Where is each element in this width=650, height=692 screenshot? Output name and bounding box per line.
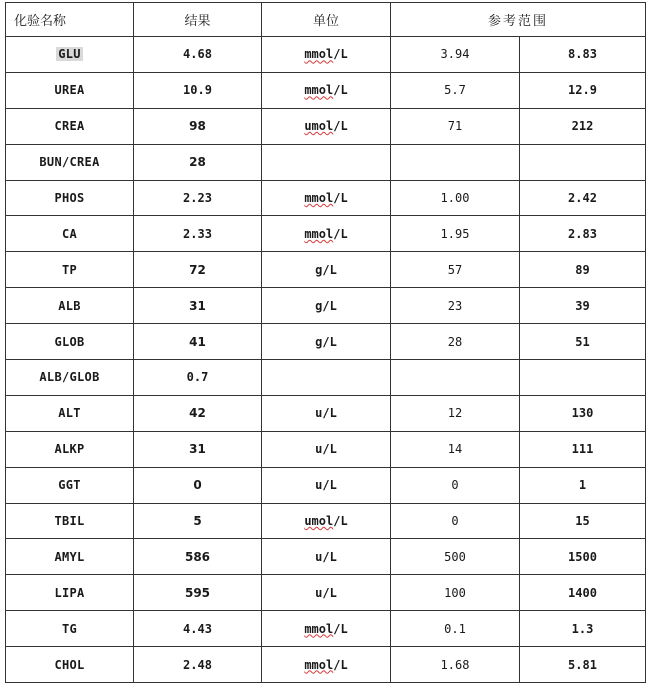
reference-low-cell: 12 [391,395,520,431]
reference-high-cell: 1.3 [520,611,646,647]
reference-high-cell: 1 [520,467,646,503]
spellcheck-underline: umol [304,514,334,529]
unit-cell: mmol/L [262,180,391,216]
unit-cell: u/L [262,431,391,467]
result-cell: 4.68 [134,37,262,73]
result-cell: 595 [134,575,262,611]
unit-cell: u/L [262,467,391,503]
spellcheck-underline: mmol [304,657,334,672]
reference-high-cell: 212 [520,108,646,144]
table-row [6,360,646,396]
reference-high-cell: 39 [520,288,646,324]
unit-cell: umol/L [262,108,391,144]
spellcheck-underline: mmol [304,191,334,205]
spellcheck-underline: mmol [304,83,334,98]
table-row [6,72,646,108]
reference-low-cell [391,360,520,396]
reference-high-cell: 5.81 [520,647,646,683]
reference-low-cell: 100 [391,575,520,611]
header-row [6,3,646,37]
test-name-cell: ALKP [6,431,134,467]
highlighted-test-name: GLU [58,47,81,62]
reference-low-cell: 0.1 [391,611,520,647]
unit-cell: u/L [262,575,391,611]
reference-high-cell: 130 [520,395,646,431]
spellcheck-underline: umol [304,119,334,134]
result-cell: 586 [134,539,262,575]
reference-low-cell: 28 [391,324,520,360]
unit-cell [262,360,391,396]
table-row [6,395,646,431]
unit-cell: mmol/L [262,611,391,647]
reference-high-cell [520,360,646,396]
reference-high-cell [520,144,646,180]
result-cell: 98 [134,108,262,144]
reference-high-cell: 8.83 [520,37,646,73]
unit-cell: mmol/L [262,37,391,73]
spellcheck-underline: mmol [304,47,334,62]
reference-low-cell: 57 [391,252,520,288]
result-cell: 2.33 [134,216,262,252]
result-cell: 2.23 [134,180,262,216]
table-row [6,467,646,503]
reference-low-cell: 0 [391,467,520,503]
table-row [6,252,646,288]
test-name-cell: BUN/CREA [6,144,134,180]
reference-high-cell: 111 [520,431,646,467]
test-name-cell: UREA [6,72,134,108]
reference-low-cell: 3.94 [391,37,520,73]
reference-low-cell: 500 [391,539,520,575]
test-name-cell: TP [6,252,134,288]
table-row [6,180,646,216]
table-row [6,108,646,144]
reference-high-cell: 12.9 [520,72,646,108]
unit-cell: g/L [262,288,391,324]
table-row [6,324,646,360]
test-name-cell: ALB/GLOB [6,360,134,396]
table-row [6,431,646,467]
spellcheck-underline: mmol [304,226,334,241]
table-row [6,539,646,575]
table-row [6,611,646,647]
reference-high-cell: 51 [520,324,646,360]
unit-cell: g/L [262,324,391,360]
reference-high-cell: 2.83 [520,216,646,252]
test-name-cell: GGT [6,467,134,503]
test-name-cell: CHOL [6,647,134,683]
reference-high-cell: 89 [520,252,646,288]
reference-high-cell: 2.42 [520,180,646,216]
result-cell: 28 [134,144,262,180]
test-name-cell: GLOB [6,324,134,360]
reference-low-cell: 1.00 [391,180,520,216]
result-cell: 0 [134,467,262,503]
test-name-cell: TG [6,611,134,647]
reference-high-cell: 1400 [520,575,646,611]
table-row [6,37,646,73]
test-name-cell: PHOS [6,180,134,216]
reference-high-cell: 1500 [520,539,646,575]
reference-low-cell [391,144,520,180]
header-unit: 单位 [262,3,391,37]
header-test-name: 化验名称 [6,3,134,37]
reference-high-cell: 15 [520,503,646,539]
table-row [6,144,646,180]
result-cell: 10.9 [134,72,262,108]
reference-low-cell: 0 [391,503,520,539]
lab-results-table [5,2,646,683]
result-cell: 41 [134,324,262,360]
unit-cell: umol/L [262,503,391,539]
unit-cell: mmol/L [262,647,391,683]
reference-low-cell: 5.7 [391,72,520,108]
test-name-cell: CREA [6,108,134,144]
test-name-cell: LIPA [6,575,134,611]
result-cell: 42 [134,395,262,431]
unit-cell: mmol/L [262,216,391,252]
result-cell: 4.43 [134,611,262,647]
table-row [6,647,646,683]
reference-low-cell: 1.68 [391,647,520,683]
test-name-cell: CA [6,216,134,252]
result-cell: 31 [134,288,262,324]
header-result: 结果 [134,3,262,37]
unit-cell: u/L [262,539,391,575]
result-cell: 2.48 [134,647,262,683]
table-row [6,575,646,611]
table-row [6,503,646,539]
test-name-cell: TBIL [6,503,134,539]
header-reference-range: 参考范围 [391,3,646,37]
unit-cell: mmol/L [262,72,391,108]
test-name-cell: ALT [6,395,134,431]
unit-cell [262,144,391,180]
reference-low-cell: 71 [391,108,520,144]
table-row [6,216,646,252]
table-row [6,288,646,324]
spellcheck-underline: mmol [304,621,334,636]
result-cell: 72 [134,252,262,288]
unit-cell: u/L [262,395,391,431]
test-name-cell: AMYL [6,539,134,575]
result-cell: 5 [134,503,262,539]
reference-low-cell: 23 [391,288,520,324]
test-name-cell: ALB [6,288,134,324]
reference-low-cell: 14 [391,431,520,467]
unit-cell: g/L [262,252,391,288]
test-name-cell [6,37,134,73]
reference-low-cell: 1.95 [391,216,520,252]
result-cell: 0.7 [134,360,262,396]
result-cell: 31 [134,431,262,467]
